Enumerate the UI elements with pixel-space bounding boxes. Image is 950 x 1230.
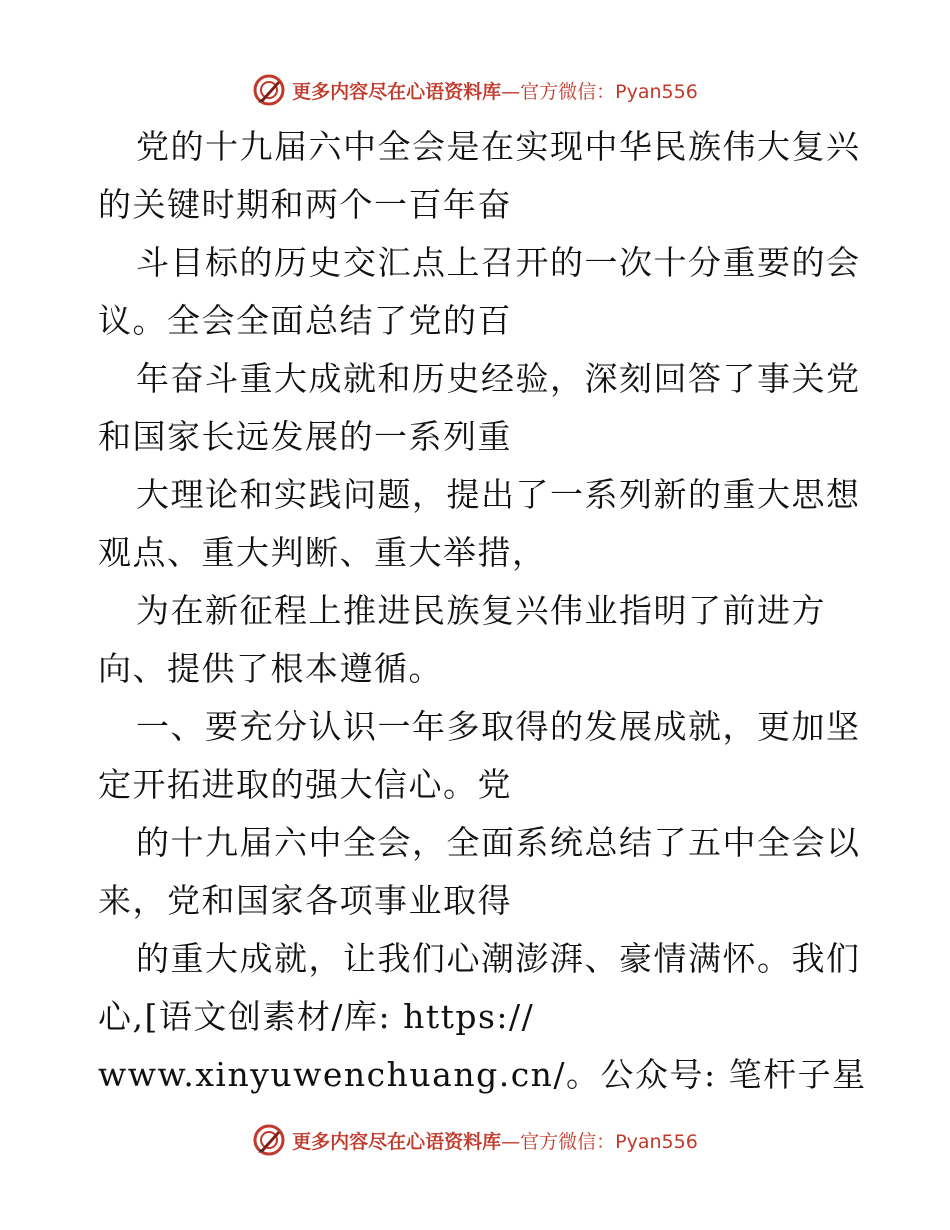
header-banner-separator: — (501, 80, 521, 103)
header-banner-wechat: 官方微信：Pyan556 (520, 80, 698, 103)
body-line: 大理论和实践问题，提出了一系列新的重大思想 (136, 475, 861, 514)
footer-banner-main: 更多内容尽在心语资料库 (292, 1130, 502, 1153)
body-line: 一、要充分认识一年多取得的发展成就，更加坚 (136, 707, 861, 746)
body-line: 为在新征程上推进民族复兴伟业指明了前进方 (136, 591, 826, 630)
body-line: 年奋斗重大成就和历史经验，深刻回答了事关党 (136, 359, 861, 398)
body-line: 议。全会全面总结了党的百 (98, 301, 512, 340)
body-line: 党的十九届六中全会是在实现中华民族伟大复兴 (136, 127, 861, 166)
body-line: 斗目标的历史交汇点上召开的一次十分重要的会 (136, 243, 861, 282)
body-line: 心,[语文创素材/库: https:// (98, 997, 535, 1036)
footer-banner-separator: — (501, 1130, 521, 1153)
footer-banner-text (292, 1127, 698, 1154)
body-line: 和国家长远发展的一系列重 (98, 417, 512, 456)
body-line: www.xinyuwenchuang.cn/。公众号: 笔杆子星 (98, 1055, 867, 1094)
body-line: 定开拓进取的强大信心。党 (98, 765, 512, 804)
body-line: 来，党和国家各项事业取得 (98, 881, 512, 920)
quill-logo-icon (252, 1123, 286, 1157)
body-line: 观点、重大判断、重大举措， (98, 533, 547, 572)
header-banner-main: 更多内容尽在心语资料库 (292, 80, 502, 103)
footer-banner-wechat: 官方微信：Pyan556 (520, 1130, 698, 1153)
body-line: 的重大成就，让我们心潮澎湃、豪情满怀。我们 (136, 939, 861, 978)
footer-banner (0, 1120, 950, 1160)
body-line: 的关键时期和两个一百年奋 (98, 185, 512, 224)
body-line: 向、提供了根本遵循。 (98, 649, 443, 688)
body-line: 的十九届六中全会，全面系统总结了五中全会以 (136, 823, 861, 862)
